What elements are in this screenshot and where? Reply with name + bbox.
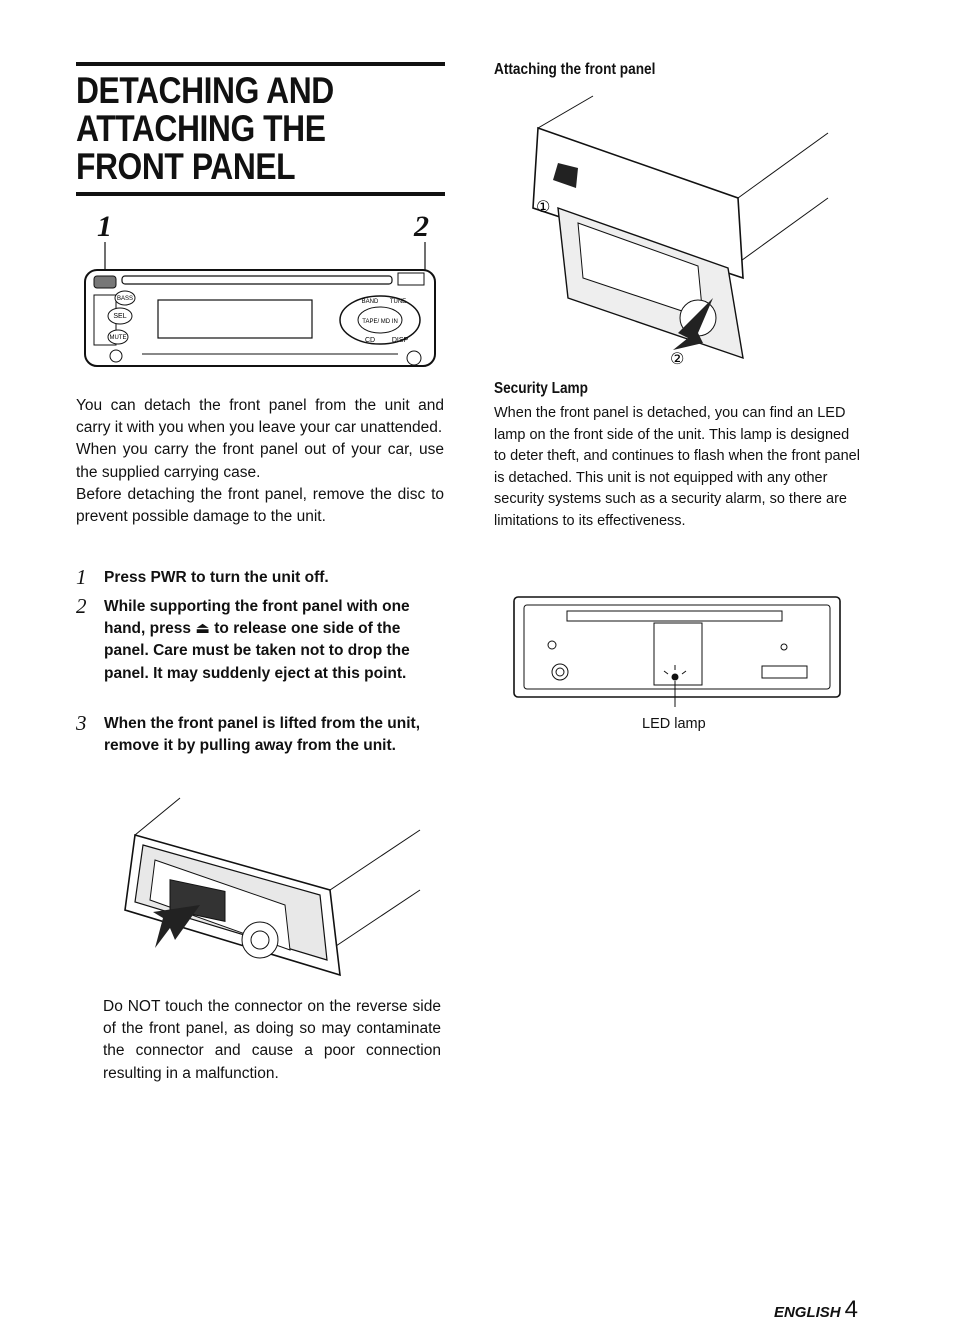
led-unit-illustration (512, 595, 842, 710)
step-number: 1 (76, 565, 87, 589)
title-bottom-rule (76, 192, 445, 196)
step-1 (76, 567, 446, 589)
step-text: While supporting the front panel with one hand, press ⏏ to release one side of the panel. Care must be taken not to drop the panel. It may suddenly eject at this point. (104, 598, 410, 682)
marker-1: ① (536, 197, 551, 216)
security-heading: Security Lamp (494, 380, 588, 397)
step-number: 3 (76, 711, 87, 735)
button-disp: DISP (391, 337, 409, 344)
button-cd: CD (364, 337, 376, 344)
intro-paragraph: Before detaching the front panel, remove the disc to prevent possible damage to the unit. (76, 485, 444, 526)
button-sel: SEL (113, 313, 127, 320)
connector-note: Do NOT touch the connector on the reverse side of the front panel, as doing so may contaminate the connector and cause a poor connection resulting in a malfunction. (103, 998, 441, 1082)
step-text: When the front panel is lifted from the unit, remove it by pulling away from the unit. (104, 715, 421, 755)
intro-paragraph: When you carry the front panel out of your car, use the supplied carrying case. (76, 441, 444, 481)
security-text: When the front panel is detached, you can find an LED lamp on the front side of the unit. This lamp is designed to deter theft, and continues to flash when the front panel is detached. This unit is not equipped with any other security systems such as a security alarm, so there are limitations to its effectiveness. (494, 405, 860, 529)
step-3 (76, 713, 446, 757)
intro-paragraph: You can detach the front panel from the unit and carry it with you when you leave your car unattended. (76, 397, 444, 437)
intro-text (76, 395, 444, 528)
page-footer (774, 1296, 858, 1324)
page-title: DETACHING AND ATTACHING THE FRONT PANEL (76, 70, 334, 187)
attach-heading: Attaching the front panel (494, 61, 656, 78)
language-label: ENGLISH (773, 1304, 841, 1321)
button-tune: TUNE (389, 299, 407, 305)
front-panel-illustration (80, 240, 440, 370)
button-bass: BASS (116, 296, 134, 302)
panel-removal-illustration (115, 790, 425, 980)
figure-label-1: 1 (97, 210, 112, 243)
button-band: BAND (361, 299, 379, 305)
step-text: Press PWR to turn the unit off. (104, 569, 329, 586)
led-caption: LED lamp (642, 716, 706, 732)
attach-panel-illustration (528, 88, 858, 368)
button-mute: MUTE (109, 335, 127, 341)
button-tape: TAPE/ MD IN (362, 319, 398, 325)
page-number: 4 (844, 1296, 858, 1323)
step-2 (76, 596, 446, 685)
marker-2: ② (670, 349, 685, 368)
figure-label-2: 2 (414, 210, 429, 243)
title-top-rule (76, 62, 445, 66)
step-number: 2 (76, 594, 87, 618)
